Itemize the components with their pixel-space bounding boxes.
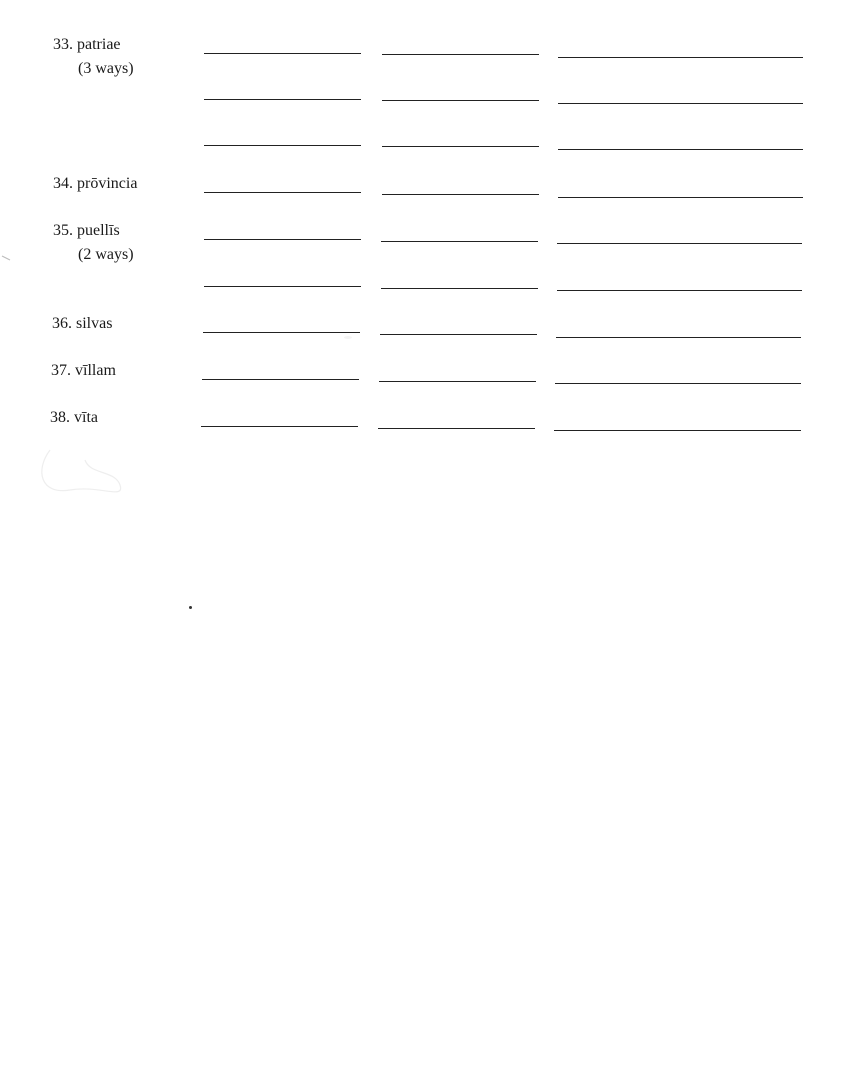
answer-blank[interactable]	[381, 241, 538, 242]
item-34-label	[53, 174, 137, 194]
answer-blank[interactable]	[204, 53, 361, 54]
answer-blank[interactable]	[554, 430, 801, 431]
answer-blank[interactable]	[382, 54, 539, 55]
item-35-note: (2 ways)	[78, 246, 134, 263]
item-38-label	[50, 408, 98, 428]
answer-blank[interactable]	[204, 145, 361, 146]
answer-blank[interactable]	[201, 426, 358, 427]
answer-blank[interactable]	[380, 334, 537, 335]
answer-blank[interactable]	[558, 103, 803, 104]
item-33-label	[53, 35, 121, 55]
answer-blank[interactable]	[555, 383, 801, 384]
answer-blank[interactable]	[557, 290, 802, 291]
item-number: 35.	[53, 222, 73, 239]
item-word: silvas	[76, 315, 113, 332]
answer-blank[interactable]	[557, 243, 802, 244]
item-37-label	[51, 361, 116, 381]
answer-blank[interactable]	[204, 239, 361, 240]
item-number: 33.	[53, 36, 73, 53]
scan-speck	[189, 606, 192, 609]
item-number: 34.	[53, 175, 73, 192]
answer-blank[interactable]	[204, 99, 361, 100]
scan-smudge	[344, 336, 352, 339]
answer-blank[interactable]	[382, 100, 539, 101]
answer-blank[interactable]	[204, 192, 361, 193]
answer-blank[interactable]	[204, 286, 361, 287]
item-33-note: (3 ways)	[78, 60, 134, 77]
answer-blank[interactable]	[558, 57, 803, 58]
answer-blank[interactable]	[381, 288, 538, 289]
scan-edge-mark	[0, 252, 14, 262]
answer-blank[interactable]	[203, 332, 360, 333]
item-word: vīta	[74, 409, 98, 426]
item-word: vīllam	[75, 362, 116, 379]
answer-blank[interactable]	[382, 146, 539, 147]
item-35-label	[53, 221, 120, 241]
item-word: puellīs	[77, 222, 120, 239]
answer-blank[interactable]	[379, 381, 536, 382]
item-number: 37.	[51, 362, 71, 379]
item-number: 36.	[52, 315, 72, 332]
answer-blank[interactable]	[556, 337, 801, 338]
item-36-label	[52, 314, 112, 334]
answer-blank[interactable]	[382, 194, 539, 195]
answer-blank[interactable]	[202, 379, 359, 380]
answer-blank[interactable]	[558, 149, 803, 150]
answer-blank[interactable]	[378, 428, 535, 429]
item-number: 38.	[50, 409, 70, 426]
scan-faint-mark	[30, 440, 140, 510]
item-word: prōvincia	[77, 175, 138, 192]
item-word: patriae	[77, 36, 121, 53]
answer-blank[interactable]	[558, 197, 803, 198]
